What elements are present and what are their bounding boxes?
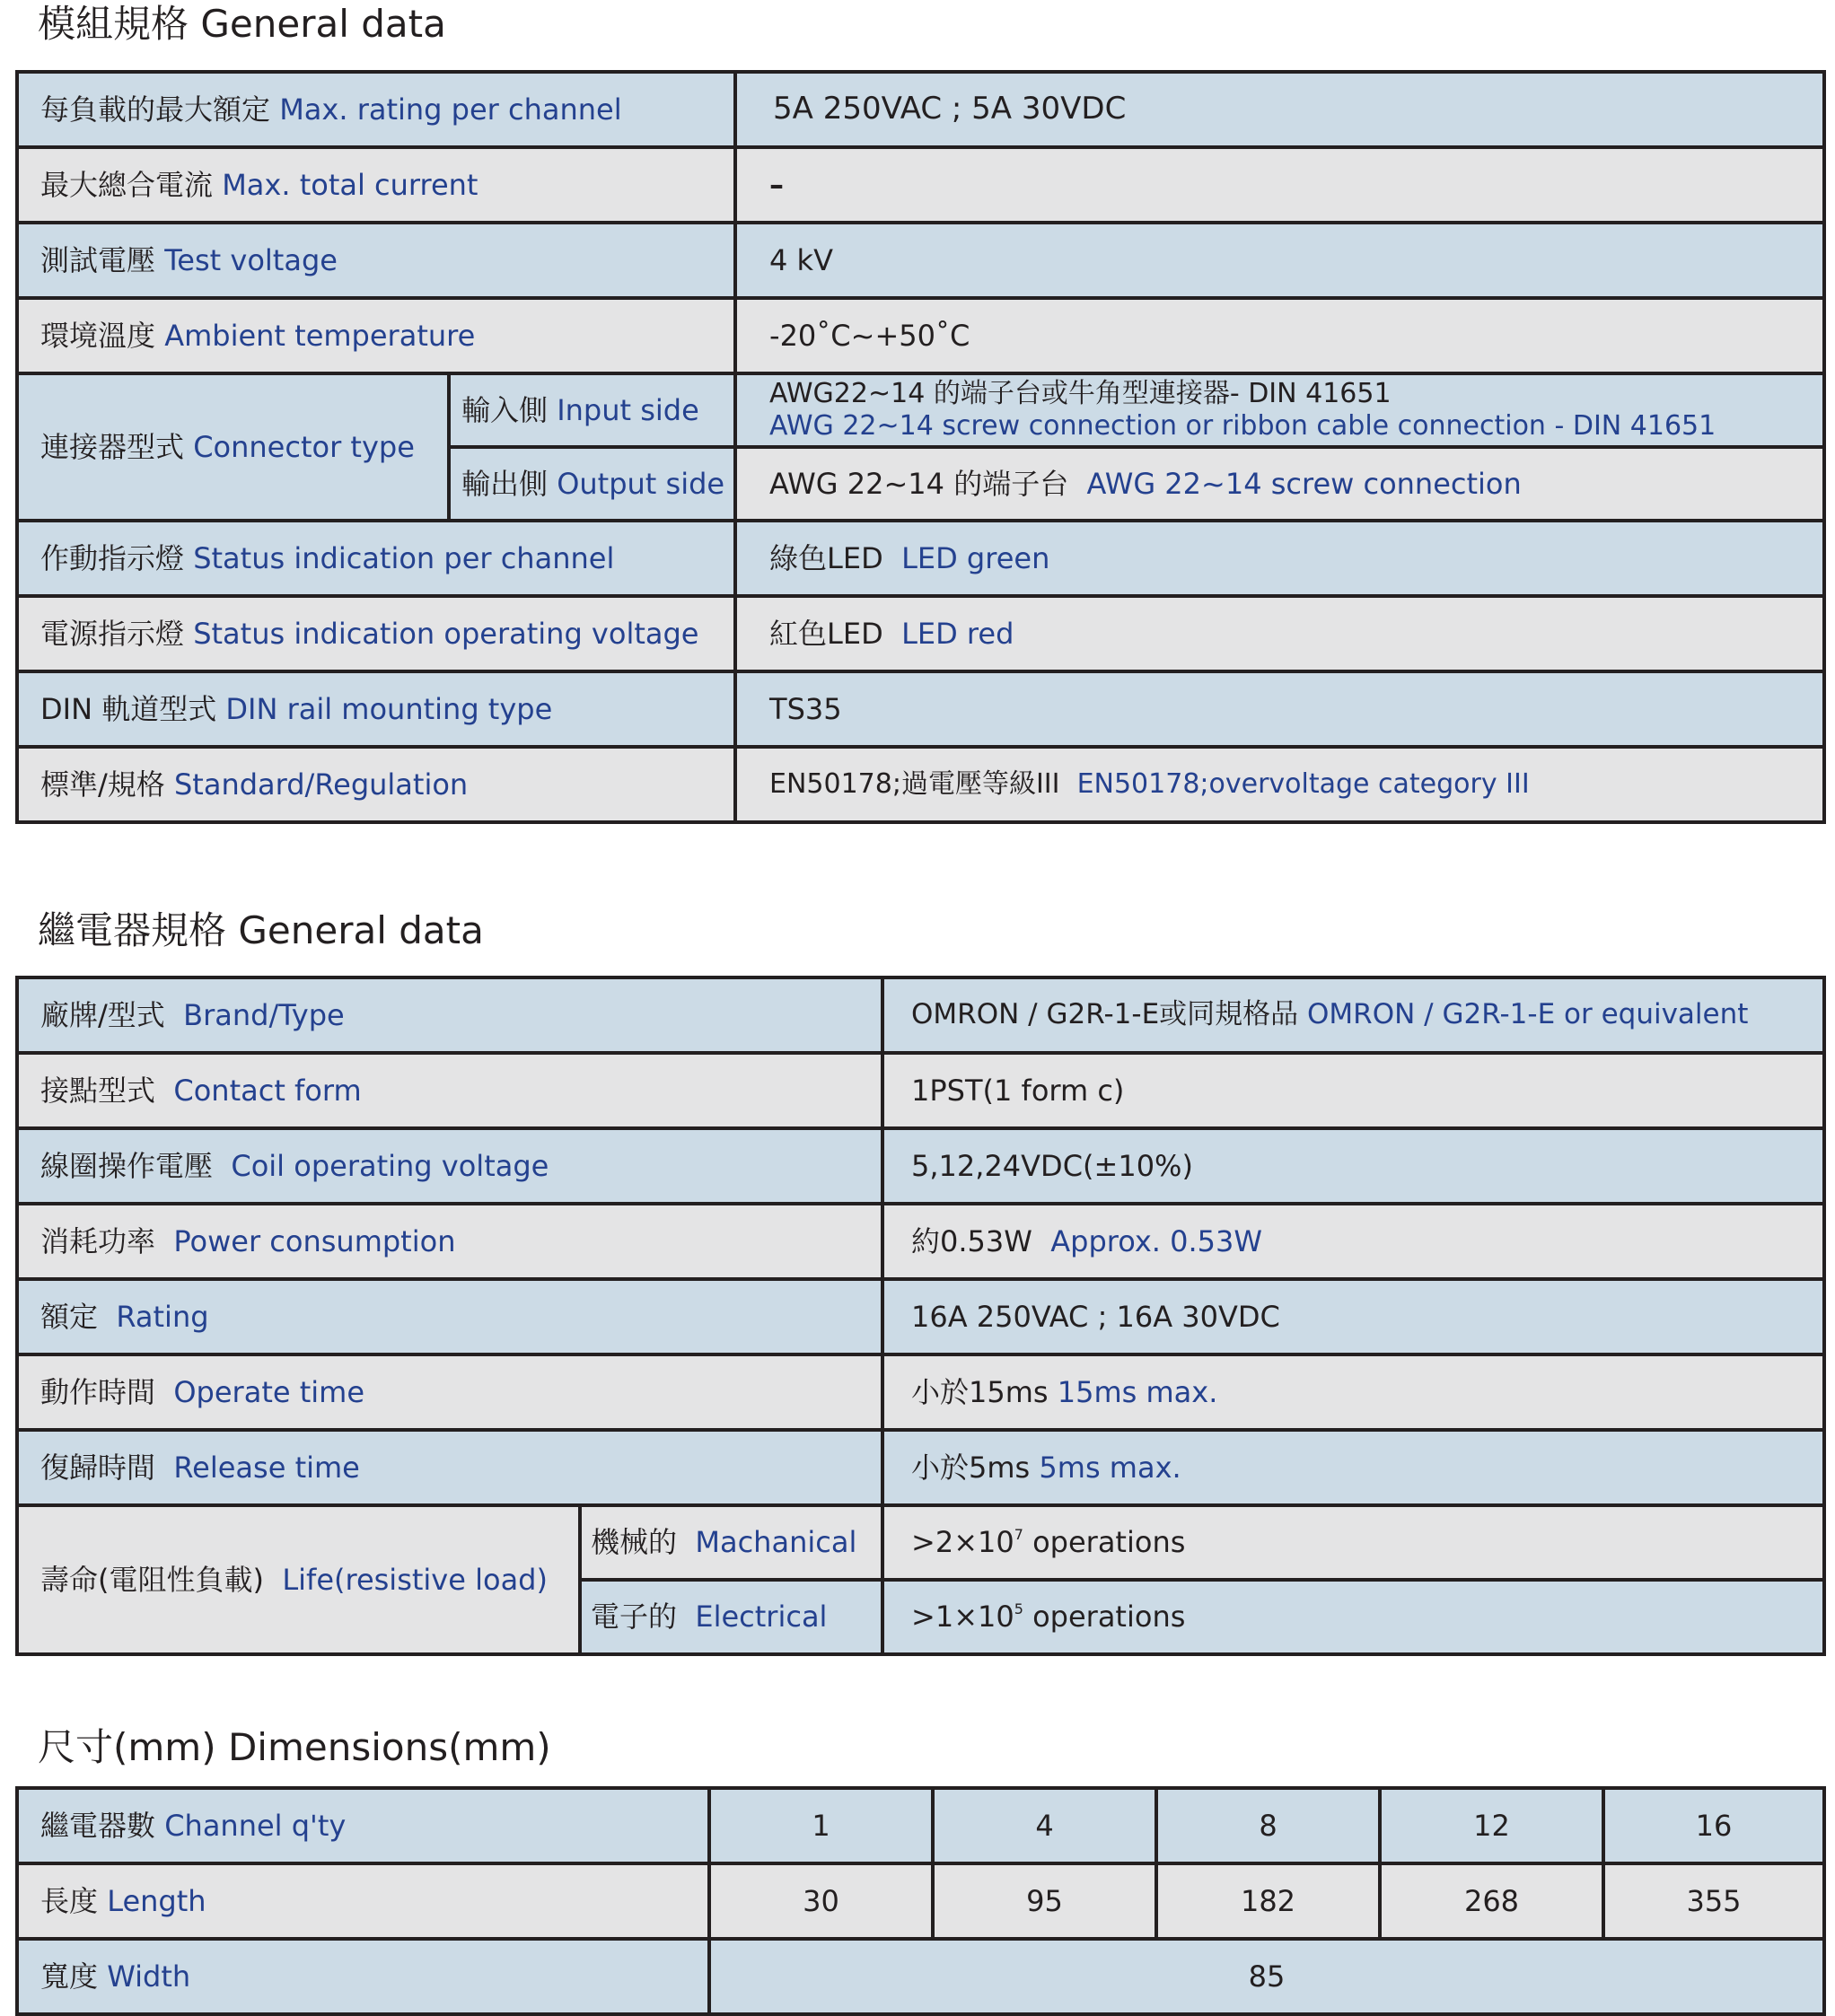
label-cell: 壽命(電阻性負載) Life(resistive load) (17, 1505, 580, 1654)
channel-cell: 8 (1156, 1788, 1380, 1863)
value-cell: $>2\times 10^7$ operations (882, 1505, 1824, 1580)
label-cell: 動作時間 Operate time (17, 1354, 882, 1430)
module-spec-title: 模組規格 General data (38, 2, 446, 46)
value-cell: 4 kV (735, 223, 1824, 298)
table-row (17, 747, 1824, 822)
value-cell: 綠色LED LED green (735, 521, 1824, 596)
value-cell: – (735, 147, 1824, 223)
dimensions-title: 尺寸(mm) Dimensions(mm) (38, 1725, 551, 1769)
table-row (17, 1430, 1824, 1505)
channel-cell: 12 (1380, 1788, 1603, 1863)
value-cell: 5,12,24VDC(±10%) (882, 1128, 1824, 1204)
table-row (17, 977, 1824, 1053)
value-cell: TS35 (735, 671, 1824, 747)
value-cell: $>1\times 10^5$ operations (882, 1580, 1824, 1654)
table-row (17, 72, 1824, 147)
label-cell: 線圈操作電壓 Coil operating voltage (17, 1128, 882, 1204)
table-row (17, 298, 1824, 373)
relay-spec-table (15, 976, 1826, 1656)
label-cell: 測試電壓 Test voltage (17, 223, 735, 298)
value-cell: AWG 22~14 的端子台 AWG 22~14 screw connection (735, 447, 1824, 521)
value-cell: AWG22~14 的端子台或牛角型連接器- DIN 41651 AWG 22~14 screw connection or ribbon cable connection - DIN 41651 (735, 373, 1824, 447)
module-spec-table (15, 70, 1826, 824)
table-row (17, 671, 1824, 747)
value-cell: 約0.53W Approx. 0.53W (882, 1204, 1824, 1279)
table-row (17, 223, 1824, 298)
table-row (17, 596, 1824, 671)
table-row (17, 373, 1824, 447)
table-row (17, 1863, 1824, 1939)
label-cell: 消耗功率 Power consumption (17, 1204, 882, 1279)
width-cell: 85 (709, 1939, 1824, 2014)
dimensions-table (15, 1786, 1826, 2016)
label-cell: 繼電器數 Channel q'ty (17, 1788, 709, 1863)
value-cell: 1PST(1 form c) (882, 1053, 1824, 1128)
table-row (17, 1788, 1824, 1863)
sublabel-cell: 輸出側 Output side (449, 447, 735, 521)
table-row (17, 1128, 1824, 1204)
table-row (17, 1505, 1824, 1580)
label-cell: 最大總合電流 Max. total current (17, 147, 735, 223)
value-cell: 紅色LED LED red (735, 596, 1824, 671)
table-row (17, 1204, 1824, 1279)
table-row (17, 147, 1824, 223)
label-cell: DIN 軌道型式 DIN rail mounting type (17, 671, 735, 747)
label-cell: 復歸時間 Release time (17, 1430, 882, 1505)
value-cell: -20˚C~+50˚C (735, 298, 1824, 373)
label-cell: 作動指示燈 Status indication per channel (17, 521, 735, 596)
table-row (17, 1279, 1824, 1354)
label-cell: 額定 Rating (17, 1279, 882, 1354)
length-cell: 30 (709, 1863, 933, 1939)
length-cell: 355 (1603, 1863, 1824, 1939)
value-cell: 16A 250VAC ; 16A 30VDC (882, 1279, 1824, 1354)
relay-spec-title: 繼電器規格 General data (38, 908, 484, 952)
label-cell: 接點型式 Contact form (17, 1053, 882, 1128)
value-cell: EN50178;過電壓等級III EN50178;overvoltage category III (735, 747, 1824, 822)
label-cell: 廠牌/型式 Brand/Type (17, 977, 882, 1053)
sublabel-cell: 電子的 Electrical (580, 1580, 882, 1654)
length-cell: 95 (933, 1863, 1156, 1939)
channel-cell: 16 (1603, 1788, 1824, 1863)
sublabel-cell: 輸入側 Input side (449, 373, 735, 447)
label-cell: 連接器型式 Connector type (17, 373, 449, 521)
table-row (17, 1053, 1824, 1128)
length-cell: 268 (1380, 1863, 1603, 1939)
value-cell: 小於15ms 15ms max. (882, 1354, 1824, 1430)
table-row (17, 1939, 1824, 2014)
label-cell: 長度 Length (17, 1863, 709, 1939)
label-cell: 電源指示燈 Status indication operating voltage (17, 596, 735, 671)
channel-cell: 4 (933, 1788, 1156, 1863)
label-cell: 每負載的最大額定 Max. rating per channel (17, 72, 735, 147)
value-cell: 5A 250VAC ; 5A 30VDC (735, 72, 1824, 147)
value-cell: OMRON / G2R-1-E或同規格品 OMRON / G2R-1-E or equivalent (882, 977, 1824, 1053)
channel-cell: 1 (709, 1788, 933, 1863)
label-cell: 標準/規格 Standard/Regulation (17, 747, 735, 822)
value-cell: 小於5ms 5ms max. (882, 1430, 1824, 1505)
length-cell: 182 (1156, 1863, 1380, 1939)
label-cell: 環境溫度 Ambient temperature (17, 298, 735, 373)
table-row (17, 1354, 1824, 1430)
table-row (17, 521, 1824, 596)
sublabel-cell: 機械的 Machanical (580, 1505, 882, 1580)
label-cell: 寬度 Width (17, 1939, 709, 2014)
